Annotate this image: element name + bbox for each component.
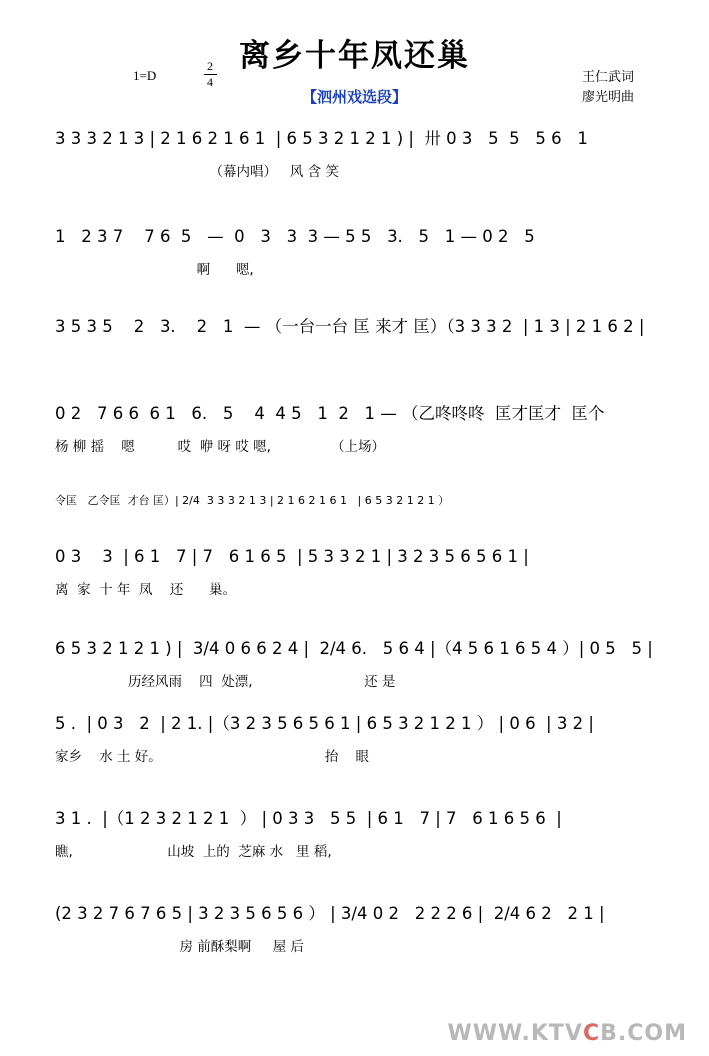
watermark-accent: C <box>582 1021 601 1046</box>
notation-line: 3 3 3 2 1 3 | 2 1 6 2 1 6 1 | 6 5 3 2 1 2 1 ) | 卅 0 3 5 5 5 6 1 <box>55 129 588 148</box>
lyrics-line: 瞧, 山坡 上的 芝麻 水 里 稻, <box>55 844 332 860</box>
lyrics-line <box>55 348 655 366</box>
watermark-prefix: WWW.KTV <box>447 1021 583 1046</box>
time-signature-numerator: 2 <box>207 59 213 73</box>
music-system-5 <box>55 495 655 543</box>
notation-line: 令匡 乙令匡 才台 匡）| 2/4 3 3 3 2 1 3 | 2 1 6 2 1 6 1 | 6 5 3 2 1 2 1 ） <box>55 494 450 507</box>
music-system-4 <box>55 405 655 453</box>
notation-line: (2 3 2 7 6 7 6 5 | 3 2 3 5 6 5 6 ） | 3/4 0 2 2 2 2 6 | 2/4 6 2 2 1 | <box>55 904 605 923</box>
notation-line: 3 1 . |（1 2 3 2 1 2 1 ） | 0 3 3 5 5 | 6 1 7 | 7 6 1 6 5 6 | <box>55 809 562 828</box>
lyrics-line: 啊 嗯, <box>55 262 254 278</box>
music-system-7 <box>55 640 655 688</box>
lyricist-credit: 王仁武词 <box>581 70 634 85</box>
page-title: 离乡十年凤还巢 <box>239 38 470 74</box>
music-system-8 <box>55 715 655 763</box>
site-watermark <box>448 1021 687 1046</box>
music-system-3 <box>55 318 655 366</box>
page-subtitle: 【泗州戏选段】 <box>301 88 407 106</box>
lyrics-line: 家乡 水 土 好。 抬 眼 <box>55 749 369 765</box>
music-system-2 <box>55 228 655 276</box>
music-system-6 <box>55 548 655 596</box>
music-system-1 <box>55 130 655 178</box>
lyrics-line: 杨 柳 摇 嗯 哎 咿 呀 哎 嗯, （上场） <box>55 439 385 455</box>
composer-credit: 廖光明曲 <box>581 89 634 105</box>
key-signature: 1=D <box>133 68 157 83</box>
notation-line: 1 2 3 7 7 6 5 — 0 3 3 3 — 5 5 3. 5 1 — 0 2 5 <box>55 227 535 246</box>
lyrics-line: 历经风雨 四 处漂, 还 是 <box>55 674 396 690</box>
music-system-10 <box>55 905 655 953</box>
credits <box>582 68 634 107</box>
notation-line: 5 . | 0 3 2 | 2 1. |（3 2 3 5 6 5 6 1 | 6 5 3 2 1 2 1 ） | 0 6 | 3 2 | <box>55 714 594 733</box>
lyrics-line: （幕内唱） 风 含 笑 <box>55 164 339 180</box>
watermark-suffix: B.COM <box>600 1021 687 1046</box>
lyrics-line <box>55 525 655 543</box>
lyrics-line: 离 家 十 年 凤 还 巢。 <box>55 582 236 598</box>
time-signature-denominator: 4 <box>207 74 213 89</box>
lyrics-line: 房 前酥梨啊 屋 后 <box>55 939 304 955</box>
music-system-9 <box>55 810 655 858</box>
notation-line: 0 3 3 | 6 1 7 | 7 6 1 6 5 | 5 3 3 2 1 | 3 2 3 5 6 5 6 1 | <box>55 547 529 566</box>
notation-line: 6 5 3 2 1 2 1 ) | 3/4 0 6 6 2 4 | 2/4 6. 5 6 4 |（4 5 6 1 6 5 4 ）| 0 5 5 | <box>55 639 653 658</box>
notation-line: 3 5 3 5 2 3. 2 1 — （一台一台 匡 来才 匡）（3 3 3 2 | 1 3 | 2 1 6 2 | <box>55 317 645 336</box>
notation-line: 0 2 7 6 6 6 1 6. 5 4 4 5 1 2 1 — （乙咚咚咚 匡才匡才 匡个 <box>55 404 605 423</box>
time-signature <box>200 60 220 88</box>
